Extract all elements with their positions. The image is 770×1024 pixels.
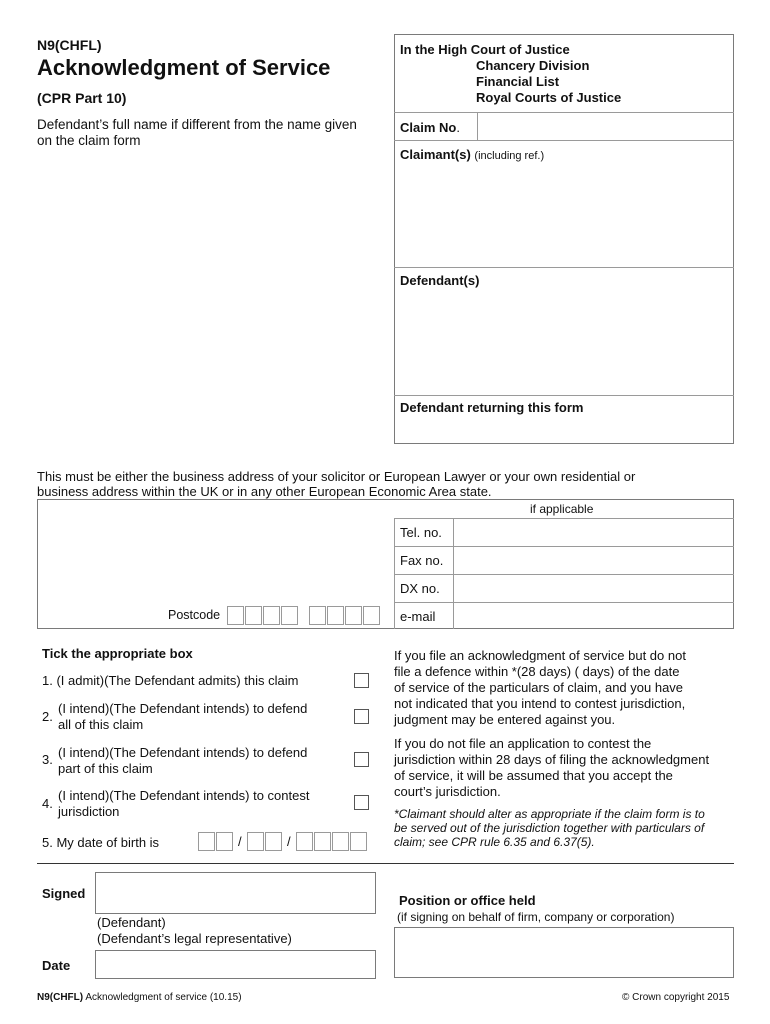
form-subtitle: (CPR Part 10) <box>37 90 127 106</box>
guidance-p2-line1: If you do not file an application to contest the <box>394 736 652 751</box>
footer-copyright: © Crown copyright 2015 <box>622 992 730 1003</box>
dob-month-box[interactable] <box>265 832 282 851</box>
guidance-p1-line1: If you file an acknowledgment of service but do not <box>394 648 686 663</box>
tick-item2-line1: (I intend)(The Defendant intends) to defend <box>58 701 308 716</box>
tick-item2-number: 2. <box>42 709 53 724</box>
tick-item2-line2: all of this claim <box>58 717 144 732</box>
postcode-box[interactable] <box>227 606 244 625</box>
dob-year-box[interactable] <box>296 832 313 851</box>
signature-field[interactable] <box>95 872 376 914</box>
footer-desc: Acknowledgment of service (10.15) <box>83 992 242 1003</box>
dob-day-box[interactable] <box>198 832 215 851</box>
returning-field[interactable] <box>395 418 733 442</box>
dob-separator: / <box>287 834 291 849</box>
tick-item4-number: 4. <box>42 796 53 811</box>
defendant-name-note-line1: Defendant’s full name if different from the name given <box>37 117 357 132</box>
tick-item3-number: 3. <box>42 752 53 767</box>
guidance-note-line3: claim; see CPR rule 6.35 and 6.37(5). <box>394 835 595 849</box>
dob-month-box[interactable] <box>247 832 264 851</box>
tick-item1-checkbox[interactable] <box>354 673 369 688</box>
defendants-label: Defendant(s) <box>400 273 480 288</box>
guidance-p2-line4: court’s jurisdiction. <box>394 784 501 799</box>
position-field[interactable] <box>394 927 734 978</box>
claimants-field[interactable] <box>395 166 733 266</box>
dob-year-box[interactable] <box>314 832 331 851</box>
dx-field[interactable] <box>454 575 733 601</box>
guidance-p1-line5: judgment may be entered against you. <box>394 712 616 727</box>
dob-year-box[interactable] <box>332 832 349 851</box>
claimants-label <box>400 147 544 164</box>
guidance-p1-line3: of service of the particulars of claim, and you have <box>394 680 684 695</box>
claim-no-field[interactable] <box>478 113 733 139</box>
divider <box>394 140 734 141</box>
court-line3: Financial List <box>476 74 560 89</box>
court-line2: Chancery Division <box>476 58 590 73</box>
postcode-box[interactable] <box>263 606 280 625</box>
claim-no-text: Claim No <box>400 120 457 135</box>
postcode-box[interactable] <box>309 606 326 625</box>
guidance-p2-line3: of service, it will be assumed that you accept the <box>394 768 673 783</box>
position-label: Position or office held <box>399 893 536 908</box>
position-note: (if signing on behalf of firm, company or corporation) <box>397 910 675 924</box>
tick-item4-line2: jurisdiction <box>58 804 120 819</box>
fax-field[interactable] <box>454 547 733 573</box>
address-intro-line2: business address within the UK or in any other European Economic Area state. <box>37 484 492 499</box>
if-applicable-note: if applicable <box>530 502 594 516</box>
email-label: e-mail <box>400 609 436 624</box>
returning-label: Defendant returning this form <box>400 400 584 415</box>
section-divider <box>37 863 734 864</box>
tick-item3-line2: part of this claim <box>58 761 153 776</box>
dob-label: 5. My date of birth is <box>42 835 160 850</box>
date-field[interactable] <box>95 950 376 979</box>
court-line1: In the High Court of Justice <box>400 42 570 57</box>
postcode-label: Postcode <box>168 608 221 622</box>
tel-field[interactable] <box>454 519 733 545</box>
footer-code: N9(CHFL) <box>37 992 84 1003</box>
tick-item2-checkbox[interactable] <box>354 709 369 724</box>
claimants-note: (including ref.) <box>474 150 545 162</box>
signed-defendant: (Defendant) <box>97 915 166 930</box>
address-intro-line1: This must be either the business address of your solicitor or European Lawyer or your own residential or <box>37 469 636 484</box>
claim-no-dot: . <box>456 120 460 135</box>
email-field[interactable] <box>454 603 733 628</box>
postcode-box[interactable] <box>245 606 262 625</box>
claim-no-label <box>400 120 460 136</box>
postcode-box[interactable] <box>363 606 380 625</box>
signed-label: Signed <box>42 886 86 901</box>
guidance-p2-line2: jurisdiction within 28 days of filing the acknowledgment <box>394 752 710 767</box>
court-line4: Royal Courts of Justice <box>476 90 622 105</box>
tick-item4-line1: (I intend)(The Defendant intends) to contest <box>58 788 310 803</box>
defendant-name-note-line2: on the claim form <box>37 133 141 148</box>
dob-day-box[interactable] <box>216 832 233 851</box>
postcode-box[interactable] <box>327 606 344 625</box>
defendants-field[interactable] <box>395 292 733 392</box>
postcode-box[interactable] <box>281 606 298 625</box>
divider <box>394 395 734 396</box>
guidance-note-line1: *Claimant should alter as appropriate if the claim form is to <box>394 807 705 821</box>
address-field[interactable] <box>38 500 393 600</box>
fax-label: Fax no. <box>400 553 444 568</box>
date-label: Date <box>42 958 71 973</box>
footer-form-ref <box>37 992 242 1003</box>
tick-item4-checkbox[interactable] <box>354 795 369 810</box>
guidance-p1-line4: not indicated that you intend to contest jurisdiction, <box>394 696 686 711</box>
dx-label: DX no. <box>400 581 440 596</box>
tick-item1-text: 1. (I admit)(The Defendant admits) this claim <box>42 673 299 688</box>
tick-item3-line1: (I intend)(The Defendant intends) to defend <box>58 745 308 760</box>
divider <box>394 267 734 268</box>
signed-legal-rep: (Defendant’s legal representative) <box>97 931 292 946</box>
dob-year-box[interactable] <box>350 832 367 851</box>
guidance-note-line2: be served out of the jurisdiction together with particulars of <box>394 821 705 835</box>
tel-label: Tel. no. <box>400 525 442 540</box>
guidance-p1-line2: file a defence within *(28 days) ( days) of the date <box>394 664 680 679</box>
dob-separator: / <box>238 834 242 849</box>
form-title: Acknowledgment of Service <box>37 55 331 80</box>
postcode-box[interactable] <box>345 606 362 625</box>
tick-item3-checkbox[interactable] <box>354 752 369 767</box>
claimants-text: Claimant(s) <box>400 147 471 162</box>
form-code: N9(CHFL) <box>37 37 102 53</box>
tick-heading: Tick the appropriate box <box>42 646 193 661</box>
